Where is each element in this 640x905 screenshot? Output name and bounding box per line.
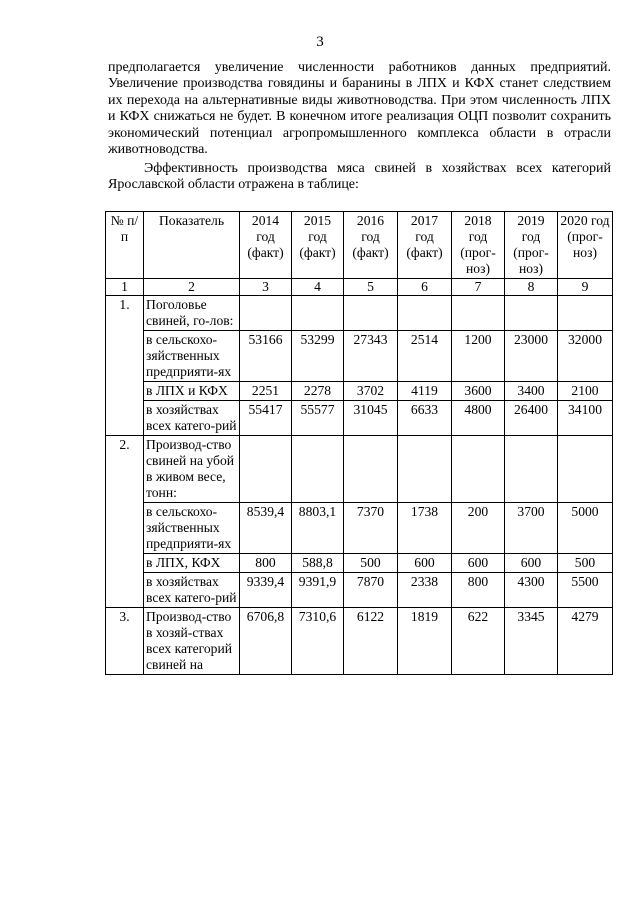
table-row [106, 296, 613, 331]
indicator-title: Производ-ство в хозяй-ствах всех категорий свиней на [144, 608, 240, 675]
value-cell: 800 [452, 573, 505, 608]
table-row [106, 608, 613, 675]
row-number: 2. [106, 436, 144, 608]
value-cell: 5000 [558, 503, 613, 554]
indicator-label: в хозяйствах всех катего-рий [144, 401, 240, 436]
header-cell: № п/п [106, 212, 144, 279]
value-cell: 32000 [558, 331, 613, 382]
value-cell: 6122 [344, 608, 398, 675]
table-header-row [106, 212, 613, 279]
column-number: 8 [505, 279, 558, 296]
value-cell: 1738 [398, 503, 452, 554]
table-row [106, 401, 613, 436]
column-number: 7 [452, 279, 505, 296]
header-cell: 2019 год (прог-ноз) [505, 212, 558, 279]
column-number: 5 [344, 279, 398, 296]
value-cell: 600 [398, 554, 452, 573]
indicator-label: в сельскохо-зяйственных предприяти-ях [144, 331, 240, 382]
value-cell: 3345 [505, 608, 558, 675]
intro-paragraph: предполагается увеличение численности работников данных предприятий. Увеличение производства говядины и баранины в ЛПХ и КФХ станет следствием их перехода на альтернативные виды животноводства. При этом численность ЛПХ и КФХ снижаться не будет. В конечном итоге реализация ОЦП позволит сохранить экономический потенциал агропромышленного комплекса области в отрасли животноводства. [108, 60, 611, 158]
header-cell: 2018 год (прог-ноз) [452, 212, 505, 279]
table-row [106, 331, 613, 382]
column-number: 9 [558, 279, 613, 296]
value-cell: 4119 [398, 382, 452, 401]
value-cell: 7870 [344, 573, 398, 608]
value-cell: 3600 [452, 382, 505, 401]
header-cell: Показатель [144, 212, 240, 279]
value-cell: 55417 [240, 401, 292, 436]
indicator-label: в ЛПХ, КФХ [144, 554, 240, 573]
table-row [106, 554, 613, 573]
table-intro-paragraph: Эффективность производства мяса свиней в хозяйствах всех категорий Ярославской области отражена в таблице: [108, 161, 611, 193]
value-cell: 34100 [558, 401, 613, 436]
row-number: 3. [106, 608, 144, 675]
value-cell: 2514 [398, 331, 452, 382]
table-row [106, 382, 613, 401]
indicator-title: Производ-ство свиней на убой в живом весе, тонн: [144, 436, 240, 503]
column-number: 1 [106, 279, 144, 296]
value-cell: 8803,1 [292, 503, 344, 554]
value-cell: 1200 [452, 331, 505, 382]
value-cell: 200 [452, 503, 505, 554]
value-cell: 6633 [398, 401, 452, 436]
pig-meat-table [105, 211, 613, 675]
value-cell: 600 [452, 554, 505, 573]
header-cell: 2014 год (факт) [240, 212, 292, 279]
value-cell: 500 [344, 554, 398, 573]
page-number: 3 [316, 34, 324, 50]
value-cell: 3700 [505, 503, 558, 554]
table-row [106, 436, 613, 503]
value-cell: 9391,9 [292, 573, 344, 608]
column-numbering-row [106, 279, 613, 296]
indicator-label: в ЛПХ и КФХ [144, 382, 240, 401]
value-cell: 622 [452, 608, 505, 675]
value-cell: 31045 [344, 401, 398, 436]
value-cell: 600 [505, 554, 558, 573]
value-cell: 6706,8 [240, 608, 292, 675]
column-number: 2 [144, 279, 240, 296]
column-number: 3 [240, 279, 292, 296]
value-cell: 26400 [505, 401, 558, 436]
value-cell: 2251 [240, 382, 292, 401]
value-cell: 27343 [344, 331, 398, 382]
column-number: 6 [398, 279, 452, 296]
row-number: 1. [106, 296, 144, 436]
indicator-label: в хозяйствах всех катего-рий [144, 573, 240, 608]
value-cell: 500 [558, 554, 613, 573]
value-cell: 9339,4 [240, 573, 292, 608]
header-cell: 2016 год (факт) [344, 212, 398, 279]
header-cell: 2015 год (факт) [292, 212, 344, 279]
value-cell: 800 [240, 554, 292, 573]
value-cell: 3400 [505, 382, 558, 401]
value-cell: 4800 [452, 401, 505, 436]
value-cell: 2278 [292, 382, 344, 401]
value-cell: 4279 [558, 608, 613, 675]
value-cell: 2338 [398, 573, 452, 608]
table-row [106, 503, 613, 554]
indicator-title: Поголовье свиней, го-лов: [144, 296, 240, 331]
column-number: 4 [292, 279, 344, 296]
value-cell: 55577 [292, 401, 344, 436]
value-cell: 2100 [558, 382, 613, 401]
value-cell: 53166 [240, 331, 292, 382]
value-cell: 53299 [292, 331, 344, 382]
value-cell: 7370 [344, 503, 398, 554]
indicator-label: в сельскохо-зяйственных предприяти-ях [144, 503, 240, 554]
value-cell: 5500 [558, 573, 613, 608]
value-cell: 8539,4 [240, 503, 292, 554]
header-cell: 2017 год (факт) [398, 212, 452, 279]
header-cell: 2020 год (прог-ноз) [558, 212, 613, 279]
value-cell: 4300 [505, 573, 558, 608]
value-cell: 7310,6 [292, 608, 344, 675]
table-row [106, 573, 613, 608]
value-cell: 3702 [344, 382, 398, 401]
value-cell: 1819 [398, 608, 452, 675]
value-cell: 23000 [505, 331, 558, 382]
value-cell: 588,8 [292, 554, 344, 573]
